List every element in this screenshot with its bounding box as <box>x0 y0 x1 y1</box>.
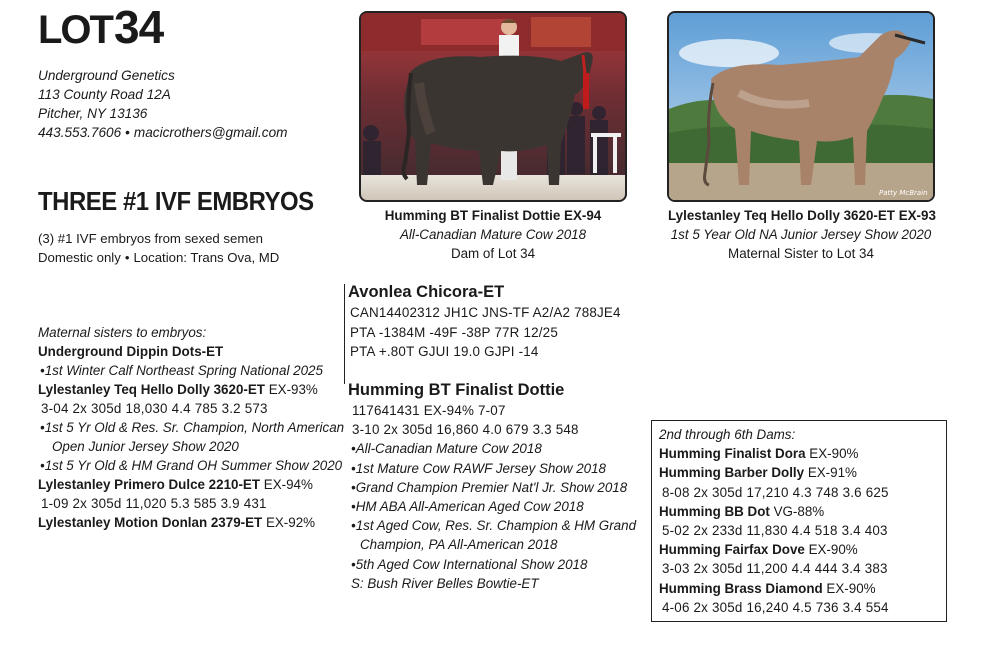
dam-award: •Grand Champion Premier Nat'l Jr. Show 2018 <box>351 479 628 495</box>
dam-ancestor-name: Humming Brass Diamond <box>659 580 823 596</box>
sire-pta-line: PTA +.80T GJUI 19.0 GJPI -14 <box>350 344 539 359</box>
dam-sire-line: S: Bush River Belles Bowtie-ET <box>351 575 539 591</box>
list-item <box>38 513 348 532</box>
sister-record: 3-04 2x 305d 18,030 4.4 785 3.2 573 <box>41 401 268 416</box>
list-item <box>659 463 946 482</box>
list-item <box>38 342 348 361</box>
dam-ancestor-name: Humming Barber Dolly <box>659 465 805 481</box>
maternal-sisters-intro: Maternal sisters to embryos: <box>38 325 207 340</box>
offering-description <box>38 229 279 267</box>
sire-pta-line: PTA -1384M -49F -38P 77R 12/25 <box>350 324 558 340</box>
dam-award: •All-Canadian Mature Cow 2018 <box>351 441 542 457</box>
sister-score: EX-93% <box>264 382 318 397</box>
dams-intro: 2nd through 6th Dams: <box>659 427 796 442</box>
dam-ancestor-score: EX-91% <box>804 465 857 481</box>
sister-name: Lylestanley Motion Donlan 2379-ET <box>38 515 263 530</box>
lot-word: LOT <box>38 8 112 52</box>
sister-name: Lylestanley Primero Dulce 2210-ET <box>38 477 261 492</box>
dam-ancestor-record: 5-02 2x 233d 11,830 4.4 518 3.4 403 <box>662 523 888 539</box>
bullet-separator: • <box>124 250 130 265</box>
dam-ancestor-record: 4-06 2x 305d 16,240 4.5 736 3.4 554 <box>662 599 889 615</box>
dam-id-line: 117641431 EX-94% 7-07 <box>352 403 506 418</box>
lot-title <box>38 1 164 53</box>
consignor-email[interactable]: macicrothers@gmail.com <box>133 125 288 140</box>
sister-award: •1st Winter Calf Northeast Spring National 2025 <box>40 363 323 378</box>
list-item <box>659 502 946 521</box>
sister-name: Lylestanley Teq Hello Dolly 3620-ET <box>38 382 265 397</box>
sister-record: 1-09 2x 305d 11,020 5.3 585 3.9 431 <box>41 496 267 511</box>
sire-block <box>348 282 621 362</box>
dams-box <box>651 420 947 622</box>
dam-photo-caption <box>360 206 626 263</box>
sister-score: EX-92% <box>262 515 316 530</box>
sister-photo <box>667 11 935 202</box>
list-item <box>38 380 348 399</box>
dam-ancestor-name: Humming Fairfax Dove <box>659 542 805 558</box>
dam-photo-image <box>361 13 625 200</box>
offering-line-1: (3) #1 IVF embryos from sexed semen <box>38 231 263 246</box>
list-item <box>659 540 946 559</box>
list-item <box>659 444 946 463</box>
sire-name: Avonlea Chicora-ET <box>348 283 505 301</box>
sister-photo-award: 1st 5 Year Old NA Junior Jersey Show 2020 <box>670 227 932 242</box>
list-item <box>38 475 348 494</box>
dam-ancestor-score: EX-90% <box>805 446 859 462</box>
sister-name: Underground Dippin Dots-ET <box>38 344 224 359</box>
sister-award: •1st 5 Yr Old & HM Grand OH Summer Show 2020 <box>40 458 343 473</box>
sister-photo-caption <box>668 206 934 263</box>
consignor-name: Underground Genetics <box>38 68 175 83</box>
offering-line-2 <box>38 248 279 267</box>
sister-award-cont: Open Junior Jersey Show 2020 <box>52 439 239 454</box>
sister-photo-relation: Maternal Sister to Lot 34 <box>728 246 874 261</box>
consignor-phone: 443.553.7606 <box>38 125 122 140</box>
offering-domestic: Domestic only <box>38 250 121 265</box>
sire-id-line: CAN14402312 JH1C JNS-TF A2/A2 788JE4 <box>350 305 621 320</box>
pedigree-divider <box>344 284 345 384</box>
dam-photo <box>359 11 627 202</box>
dam-photo-name: Humming BT Finalist Dottie EX-94 <box>384 208 602 223</box>
dam-name: Humming BT Finalist Dottie <box>348 381 565 399</box>
consignor-street: 113 County Road 12A <box>38 87 171 102</box>
sister-photo-name: Lylestanley Teq Hello Dolly 3620-ET EX-93 <box>668 208 936 223</box>
dam-record: 3-10 2x 305d 16,860 4.0 679 3.3 548 <box>352 422 579 438</box>
list-item <box>659 579 946 598</box>
consignor-address <box>38 66 287 142</box>
sister-award: •1st 5 Yr Old & Res. Sr. Champion, North American <box>40 420 345 435</box>
dam-ancestor-score: EX-90% <box>804 542 858 558</box>
consignor-city: Pitcher, NY 13136 <box>38 106 148 121</box>
photographer-watermark: Patty McBrain <box>879 189 928 197</box>
sister-photo-image <box>669 13 933 200</box>
dam-award: •5th Aged Cow International Show 2018 <box>351 556 588 572</box>
dam-award: •HM ABA All-American Aged Cow 2018 <box>351 499 584 515</box>
dam-ancestor-score: VG-88% <box>769 503 825 519</box>
dam-ancestor-name: Humming BB Dot <box>659 503 770 519</box>
offering-headline: THREE #1 IVF EMBRYOS <box>38 186 314 216</box>
consignor-contact <box>38 123 287 142</box>
dam-photo-relation: Dam of Lot 34 <box>450 246 536 261</box>
lot-number: 34 <box>113 1 164 53</box>
dam-ancestor-name: Humming Finalist Dora <box>659 446 806 462</box>
dam-block <box>348 380 636 593</box>
dam-ancestor-record: 8-08 2x 305d 17,210 4.3 748 3.6 625 <box>662 484 889 500</box>
sister-score: EX-94% <box>260 477 313 492</box>
dam-award: •1st Mature Cow RAWF Jersey Show 2018 <box>351 460 606 476</box>
offering-location: Location: Trans Ova, MD <box>133 250 280 265</box>
bullet-separator: • <box>125 125 130 140</box>
dam-photo-award: All-Canadian Mature Cow 2018 <box>399 227 587 242</box>
dam-award-cont: Champion, PA All-American 2018 <box>360 537 558 553</box>
dam-ancestor-score: EX-90% <box>822 580 876 596</box>
dam-award: •1st Aged Cow, Res. Sr. Champion & HM Grand <box>351 518 637 534</box>
maternal-sisters-list <box>38 323 348 532</box>
dam-ancestor-record: 3-03 2x 305d 11,200 4.4 444 3.4 383 <box>662 561 888 577</box>
